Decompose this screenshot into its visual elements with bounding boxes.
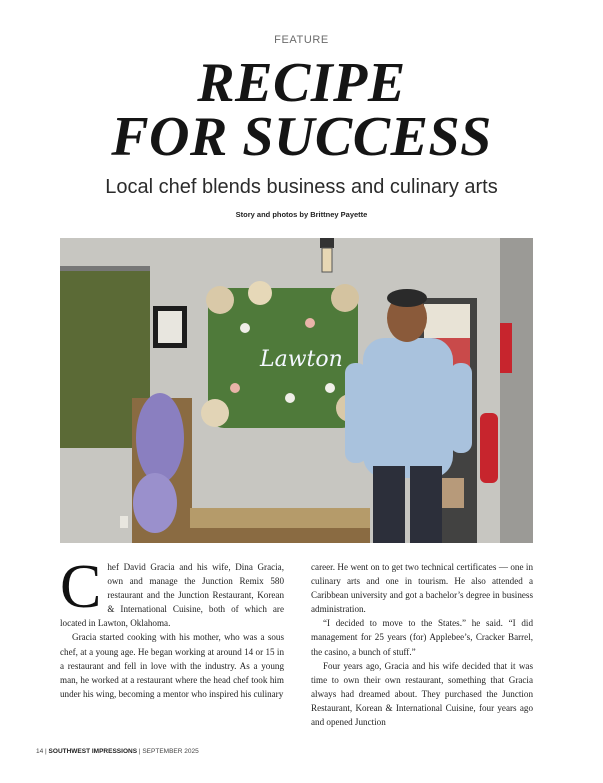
- headline-line-2: FOR SUCCESS: [111, 106, 492, 168]
- doorway: [500, 238, 533, 543]
- paragraph-text: hef David Gracia and his wife, Dina Gracia, own and manage the Junction Remix 580 restaurant and the Junction Restaurant, Korean & International Cuisine, both of which are located in Lawton, Oklahoma.: [60, 562, 284, 629]
- exit-sign: [500, 323, 512, 373]
- section-kicker: FEATURE: [274, 34, 329, 46]
- greenery-sign: [201, 281, 364, 428]
- drop-cap: C: [60, 553, 102, 621]
- woven-bench: [190, 508, 370, 530]
- publication-name: SOUTHWEST IMPRESSIONS: [48, 748, 138, 755]
- page-footer: 14 | SOUTHWEST IMPRESSIONS | SEPTEMBER 2025: [36, 748, 199, 755]
- article-paragraph-1: [60, 553, 284, 630]
- article-paragraph-3: career. He went on to get two technical certificates — one in culinary arts and one in tourism. He also attended a Caribbean university and got a bachelor’s degree in business administration.: [311, 562, 533, 615]
- page-number: 14: [36, 748, 44, 755]
- article-column-right: [311, 560, 533, 729]
- issue-date: SEPTEMBER 2025: [142, 748, 199, 755]
- headline: [0, 52, 603, 168]
- article-paragraph-4: “I decided to move to the States.” he said. “I did management for 25 years (for) Applebee’s, Cracker Barrel, the casino, a bunch of stuff.”: [311, 618, 533, 657]
- article-paragraph-2: Gracia started cooking with his mother, who was a sous chef, at a young age. He began working at around 14 or 15 in a restaurant and fell in love with the industry. As a young man, he worked at a restaurant where the head chef took him under his wing, becoming a mentor who inspired his culinary: [60, 632, 284, 699]
- feature-photo: [60, 238, 533, 543]
- curtain-rod: [60, 266, 150, 271]
- subheadline: Local chef blends business and culinary arts: [105, 176, 498, 198]
- wall-outlet: [120, 516, 128, 528]
- wall-lamp: [320, 238, 334, 248]
- article-paragraph-5: Four years ago, Gracia and his wife decided that it was time to own their own restaurant, something that Gracia always had dreamed about. They purchased the Junction Restaurant, Korean & International Cuisine, four years ago and opened Junction: [311, 660, 533, 728]
- byline: Story and photos by Brittney Payette: [235, 210, 368, 219]
- neon-sign-text: Lawton: [260, 347, 343, 372]
- fire-extinguisher: [480, 413, 498, 483]
- lavender: [136, 393, 184, 483]
- headline-line-1: RECIPE: [197, 52, 406, 114]
- chef-photo-illustration: [60, 238, 533, 543]
- article-column-left: [60, 553, 284, 701]
